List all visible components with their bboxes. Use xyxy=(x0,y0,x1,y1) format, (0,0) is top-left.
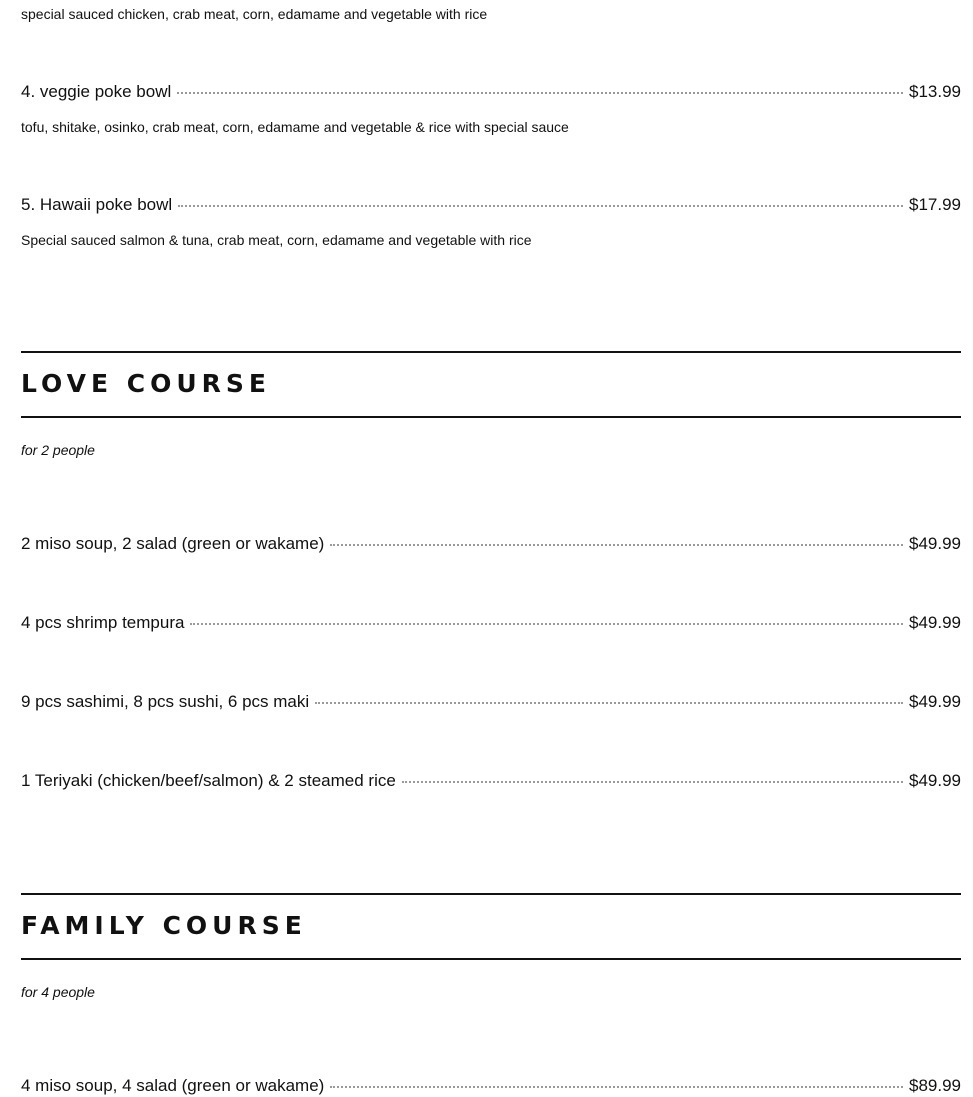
leader-dots xyxy=(330,1086,903,1088)
item-price: $49.99 xyxy=(909,534,961,553)
item-name: 4. veggie poke bowl xyxy=(21,82,172,101)
item-price: $17.99 xyxy=(909,195,961,214)
section-divider-bottom xyxy=(21,416,961,418)
item-name: 1 Teriyaki (chicken/beef/salmon) & 2 steamed rice xyxy=(21,771,396,790)
menu-item-family-course-soup-salad xyxy=(21,1075,961,1097)
leader-dots xyxy=(402,781,903,783)
item-price: $13.99 xyxy=(909,82,961,101)
leader-dots xyxy=(315,702,903,704)
leader-dots xyxy=(177,92,903,94)
menu-item-love-course-soup-salad xyxy=(21,533,961,555)
item-price: $49.99 xyxy=(909,692,961,711)
item-description: tofu, shitake, osinko, crab meat, corn, edamame and vegetable & rice with special sauce xyxy=(21,119,569,135)
leader-dots xyxy=(190,623,903,625)
section-subtitle: for 4 people xyxy=(21,984,95,1000)
item-price: $49.99 xyxy=(909,771,961,790)
leader-dots xyxy=(178,205,903,207)
item-name: 9 pcs sashimi, 8 pcs sushi, 6 pcs maki xyxy=(21,692,310,711)
item-name: 4 miso soup, 4 salad (green or wakame) xyxy=(21,1076,325,1095)
item-price: $49.99 xyxy=(909,613,961,632)
section-divider-top xyxy=(21,351,961,353)
item-description: Special sauced salmon & tuna, crab meat, corn, edamame and vegetable with rice xyxy=(21,232,532,248)
section-subtitle: for 2 people xyxy=(21,442,95,458)
section-title-love-course: LOVE COURSE xyxy=(21,369,271,398)
item-name: 2 miso soup, 2 salad (green or wakame) xyxy=(21,534,325,553)
section-divider-top xyxy=(21,893,961,895)
poke-top-description: special sauced chicken, crab meat, corn, edamame and vegetable with rice xyxy=(21,6,488,22)
section-title-family-course: FAMILY COURSE xyxy=(21,911,307,940)
item-name: 4 pcs shrimp tempura xyxy=(21,613,185,632)
item-name: 5. Hawaii poke bowl xyxy=(21,195,173,214)
menu-item-veggie-poke-bowl xyxy=(21,81,961,103)
leader-dots xyxy=(330,544,903,546)
item-price: $89.99 xyxy=(909,1076,961,1095)
menu-item-love-course-sashimi-sushi xyxy=(21,691,961,713)
menu-item-love-course-teriyaki xyxy=(21,770,961,792)
menu-item-love-course-tempura xyxy=(21,612,961,634)
menu-item-hawaii-poke-bowl xyxy=(21,194,961,216)
section-divider-bottom xyxy=(21,958,961,960)
